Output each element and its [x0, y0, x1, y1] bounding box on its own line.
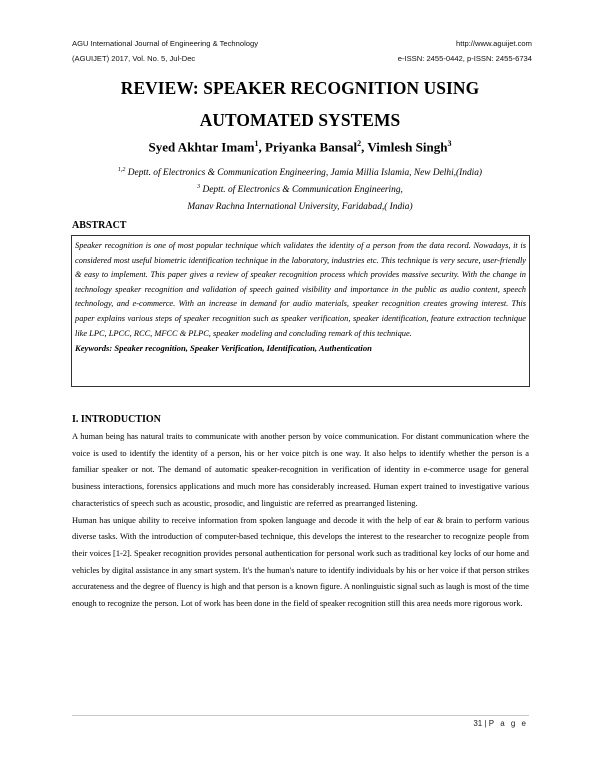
- author-name: Priyanka Bansal: [265, 139, 358, 155]
- introduction-body: [72, 429, 529, 613]
- paper-title-line-1: REVIEW: SPEAKER RECOGNITION USING: [120, 78, 480, 98]
- journal-header-left: [72, 36, 258, 66]
- page-footer: [473, 719, 528, 728]
- affiliation-text: Deptt. of Electronics & Communication Engineering, Jamia Millia Islamia, New Delhi,(India): [127, 168, 483, 179]
- abstract-text: Speaker recognition is one of most popular technique which validates the identity of a person from the data record. Nowadays, it is considered most useful biometric identification technique in the laboratory, industries etc. This technique is very secure, user-friendly & easy to implement. This paper gives a review of speaker recognition process which provides massive security. With the change in technology speaker recognition and validation of speech gained visibility and importance in the public as audio content, speech technology, and e-commerce. With an increase in demand for audio materials, speaker recognition creates growing interest. This paper explains various steps of speaker recognition such as speaker verification, speaker identification, feature extraction technique like LPC, LPCC, RCC, MFCC & PLPC, speaker modeling and concluding remark of this technique.: [75, 241, 526, 338]
- affiliation-1: [0, 167, 600, 178]
- footer-divider: [72, 715, 529, 716]
- author-sup: 1: [254, 139, 259, 148]
- journal-volume: (AGUIJET) 2017, Vol. No. 5, Jul-Dec: [72, 54, 196, 63]
- page-word: P a g e: [488, 719, 528, 728]
- author-sup: 2: [357, 139, 362, 148]
- footer-separator: |: [484, 719, 487, 728]
- page-number: 31: [473, 719, 483, 728]
- affiliation-2: [0, 184, 600, 195]
- journal-issn: e-ISSN: 2455-0442, p-ISSN: 2455-6734: [397, 54, 532, 63]
- affiliation-sup: 3: [197, 184, 201, 190]
- paragraph: Human has unique ability to receive information from spoken language and decode it with the help of ear & brain to perform various diverse tasks. With the introduction of computer-based technique, this develops the interest to the researcher to recognize people from their voices [1-2]. Speaker recognition provides personal authentication for personal work such as traditional key locks of our home and vehicles by digital assistance in any smart system. It's the human's nature to identify individuals by his or her voice if that person strikes accurateness and the degree of fluency is high and that person is a known figure. A nonlinguistic signal such as laugh is most of the time enough to recognize the person. Lot of work has been done in the field of speaker recognition still this area needs more rigorous work.: [72, 515, 529, 609]
- keywords: Keywords: Speaker recognition, Speaker Verification, Identification, Authentication: [75, 343, 372, 354]
- section-heading-introduction: I. INTRODUCTION: [72, 414, 161, 425]
- author-name: Syed Akhtar Imam: [148, 139, 255, 155]
- paragraph: A human being has natural traits to communicate with another person by voice communication. For distant communication where the voice is used to identify the identity of a person, his or her voice pitch is one way. It also helps to identify whether the person is a familiar speaker or not. The demand of automatic speaker-recognition in verification of identity in e-commerce usage for general business interactions, forensics applications and much more has considerably increased. Human expert trained to investigative various characteristics of speech such as acoustic, prosodic, and linguistic are referred as prearranged listening.: [72, 432, 529, 508]
- abstract-box: [71, 235, 530, 387]
- author-name: Vimlesh Singh: [367, 139, 448, 155]
- affiliation-3: Manav Rachna International University, Faridabad,( India): [187, 202, 413, 212]
- journal-name: AGU International Journal of Engineering & Technology: [72, 39, 259, 48]
- paper-title-line-2: AUTOMATED SYSTEMS: [199, 110, 401, 130]
- affiliation-sup: 1,2: [117, 167, 126, 173]
- abstract-heading: ABSTRACT: [72, 220, 127, 231]
- affiliation-text: Deptt. of Electronics & Communication Engineering,: [202, 185, 403, 196]
- journal-header-right: [398, 36, 532, 66]
- author-sup: 3: [447, 139, 452, 148]
- author-list: Syed Akhtar Imam$^1$, Priyanka Bansal$^2$, Vimlesh Singh$^3$: [148, 139, 452, 155]
- journal-url[interactable]: http://www.aguijet.com: [456, 39, 532, 48]
